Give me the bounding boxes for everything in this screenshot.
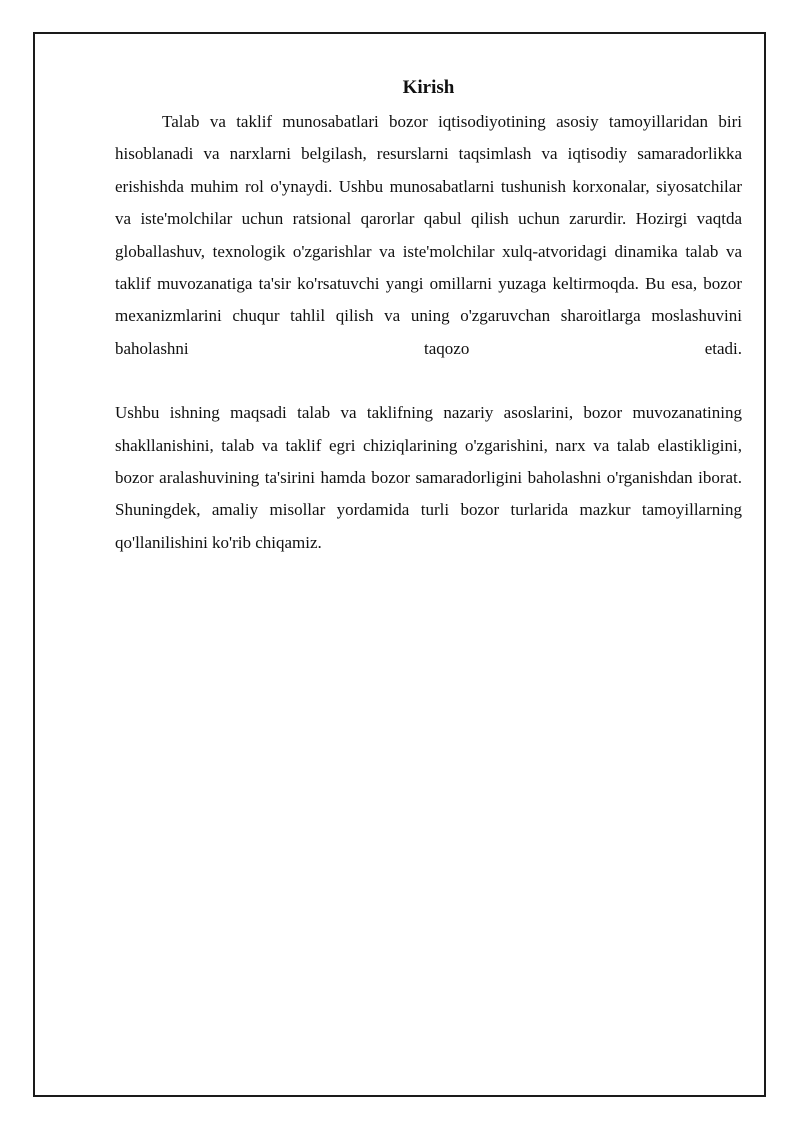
paragraph-introduction: Talab va taklif munosabatlari bozor iqtisodiyotining asosiy tamoyillaridan biri hisoblanadi va narxlarni belgilash, resurslarni taqsimlash va iqtisodiy samaradorlikka erishishda muhim rol o'ynaydi. Ushbu munosabatlarni tushunish korxonalar, siyosatchilar va iste'molchilar uchun ratsional qarorlar qabul qilish uchun zarurdir. Hozirgi vaqtda globallashuv, texnologik o'zgarishlar va iste'molchilar xulq-atvoridagi dinamika talab va taklif muvozanatiga ta'sir ko'rsatuvchi yangi omillarni yuzaga keltirmoqda. Bu esa, bozor mexanizmlarini chuqur tahlil qilish va uning o'zgaruvchan sharoitlarga moslashuvini baholashni taqozo etadi. xyxy=(115,112,742,358)
document-body xyxy=(115,70,742,559)
section-title: Kirish xyxy=(402,77,455,98)
paragraph-goal: Ushbu ishning maqsadi talab va taklifning nazariy asoslarini, bozor muvozanatining shakllanishini, talab va taklif egri chiziqlarining o'zgarishini, narx va talab elastikligini, bozor aralashuvining ta'sirini hamda bozor samaradorligini baholashni o'rganishdan iborat. Shuningdek, amaliy misollar yordamida turli bozor turlarida mazkur tamoyillarning qo'llanilishini ko'rib chiqamiz. xyxy=(115,403,742,552)
